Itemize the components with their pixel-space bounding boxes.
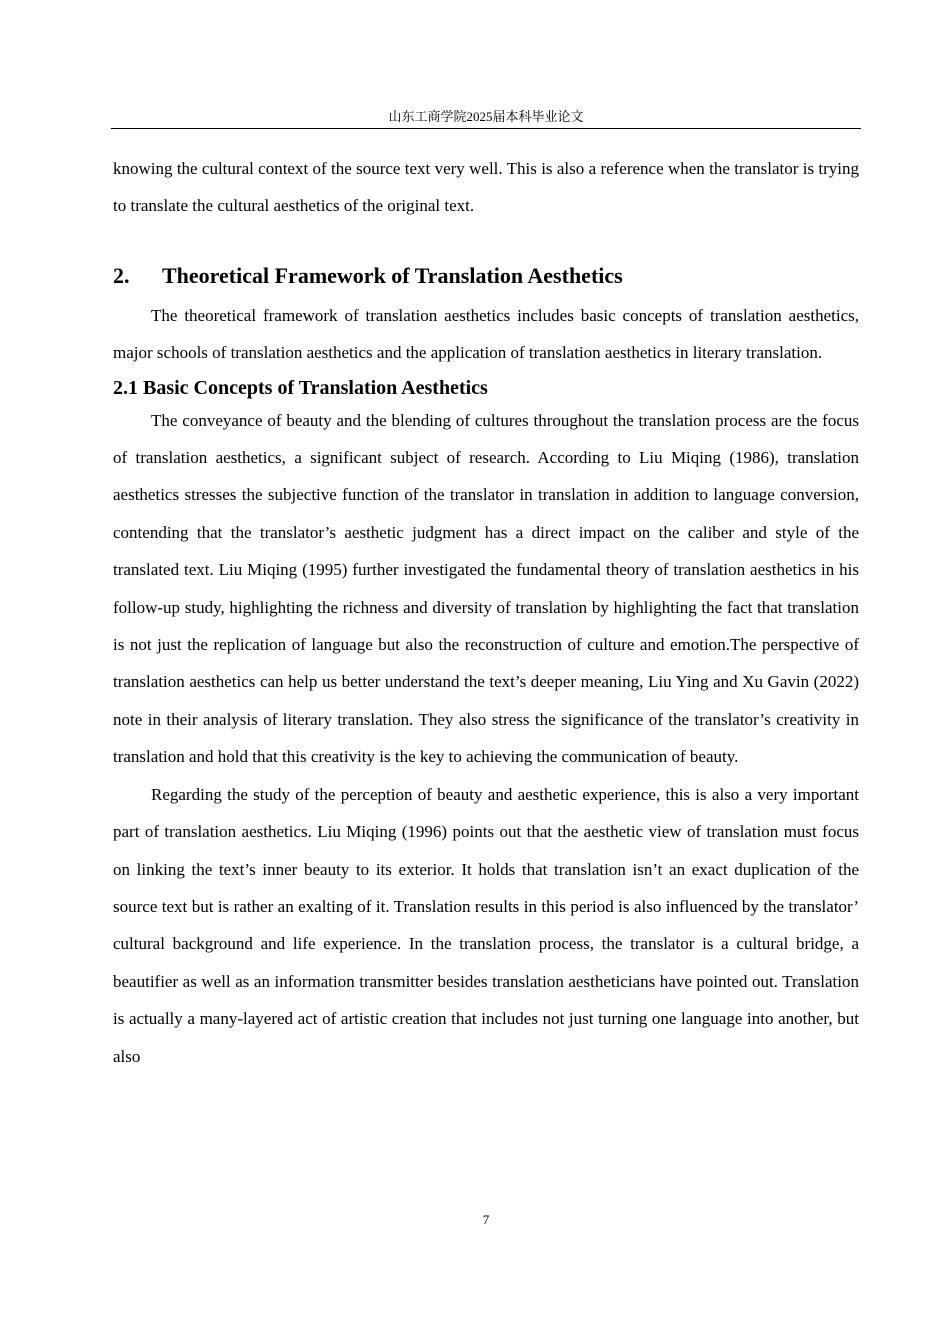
page-body [113, 150, 859, 1075]
continuation-paragraph: knowing the cultural context of the source text very well. This is also a reference when the translator is trying to translate the cultural aesthetics of the original text. [113, 159, 859, 216]
section-number: 2. [113, 262, 130, 288]
body-paragraph-2: Regarding the study of the perception of beauty and aesthetic experience, this is also a very important part of translation aesthetics. Liu Miqing (1996) points out that the aesthetic view of translation must focus on linking the text’s inner beauty to its exterior. It holds that translation isn’t an exact duplication of the source text but is rather an exalting of it. Translation results in this period is also influenced by the translator’ cultural background and life experience. In the translation process, the translator is a cultural bridge, a beautifier as well as an information transmitter besides translation aestheticians have pointed out. Translation is actually a many-layered act of artistic creation that includes not just turning one language into another, but also [113, 784, 859, 1066]
section-intro-paragraph: The theoretical framework of translation aesthetics includes basic concepts of translation aesthetics, major schools of translation aesthetics and the application of translation aesthetics in literary translation. [113, 305, 859, 363]
section-heading [113, 261, 859, 291]
body-paragraph-1: The conveyance of beauty and the blending of cultures throughout the translation process are the focus of translation aesthetics, a significant subject of research. According to Liu Miqing (1986), translation aesthetics stresses the subjective function of the translator in translation in addition to language conversion, contending that the translator’s aesthetic judgment has a direct impact on the caliber and style of the translated text. Liu Miqing (1995) further investigated the fundamental theory of translation aesthetics in his follow-up study, highlighting the richness and diversity of translation by highlighting the fact that translation is not just the replication of language but also the reconstruction of culture and emotion.The perspective of translation aesthetics can help us better understand the text’s deeper meaning, Liu Ying and Xu Gavin (2022) note in their analysis of literary translation. They also stress the significance of the translator’s creativity in translation and hold that this creativity is the key to achieving the communication of beauty. [113, 410, 859, 767]
subsection-heading: 2.1 Basic Concepts of Translation Aesthetics [113, 376, 488, 399]
header-rule [111, 128, 861, 129]
section-title: Theoretical Framework of Translation Aesthetics [162, 262, 623, 288]
page-number: 7 [482, 1212, 490, 1227]
running-header: 山东工商学院2025届本科毕业论文 [388, 109, 584, 124]
